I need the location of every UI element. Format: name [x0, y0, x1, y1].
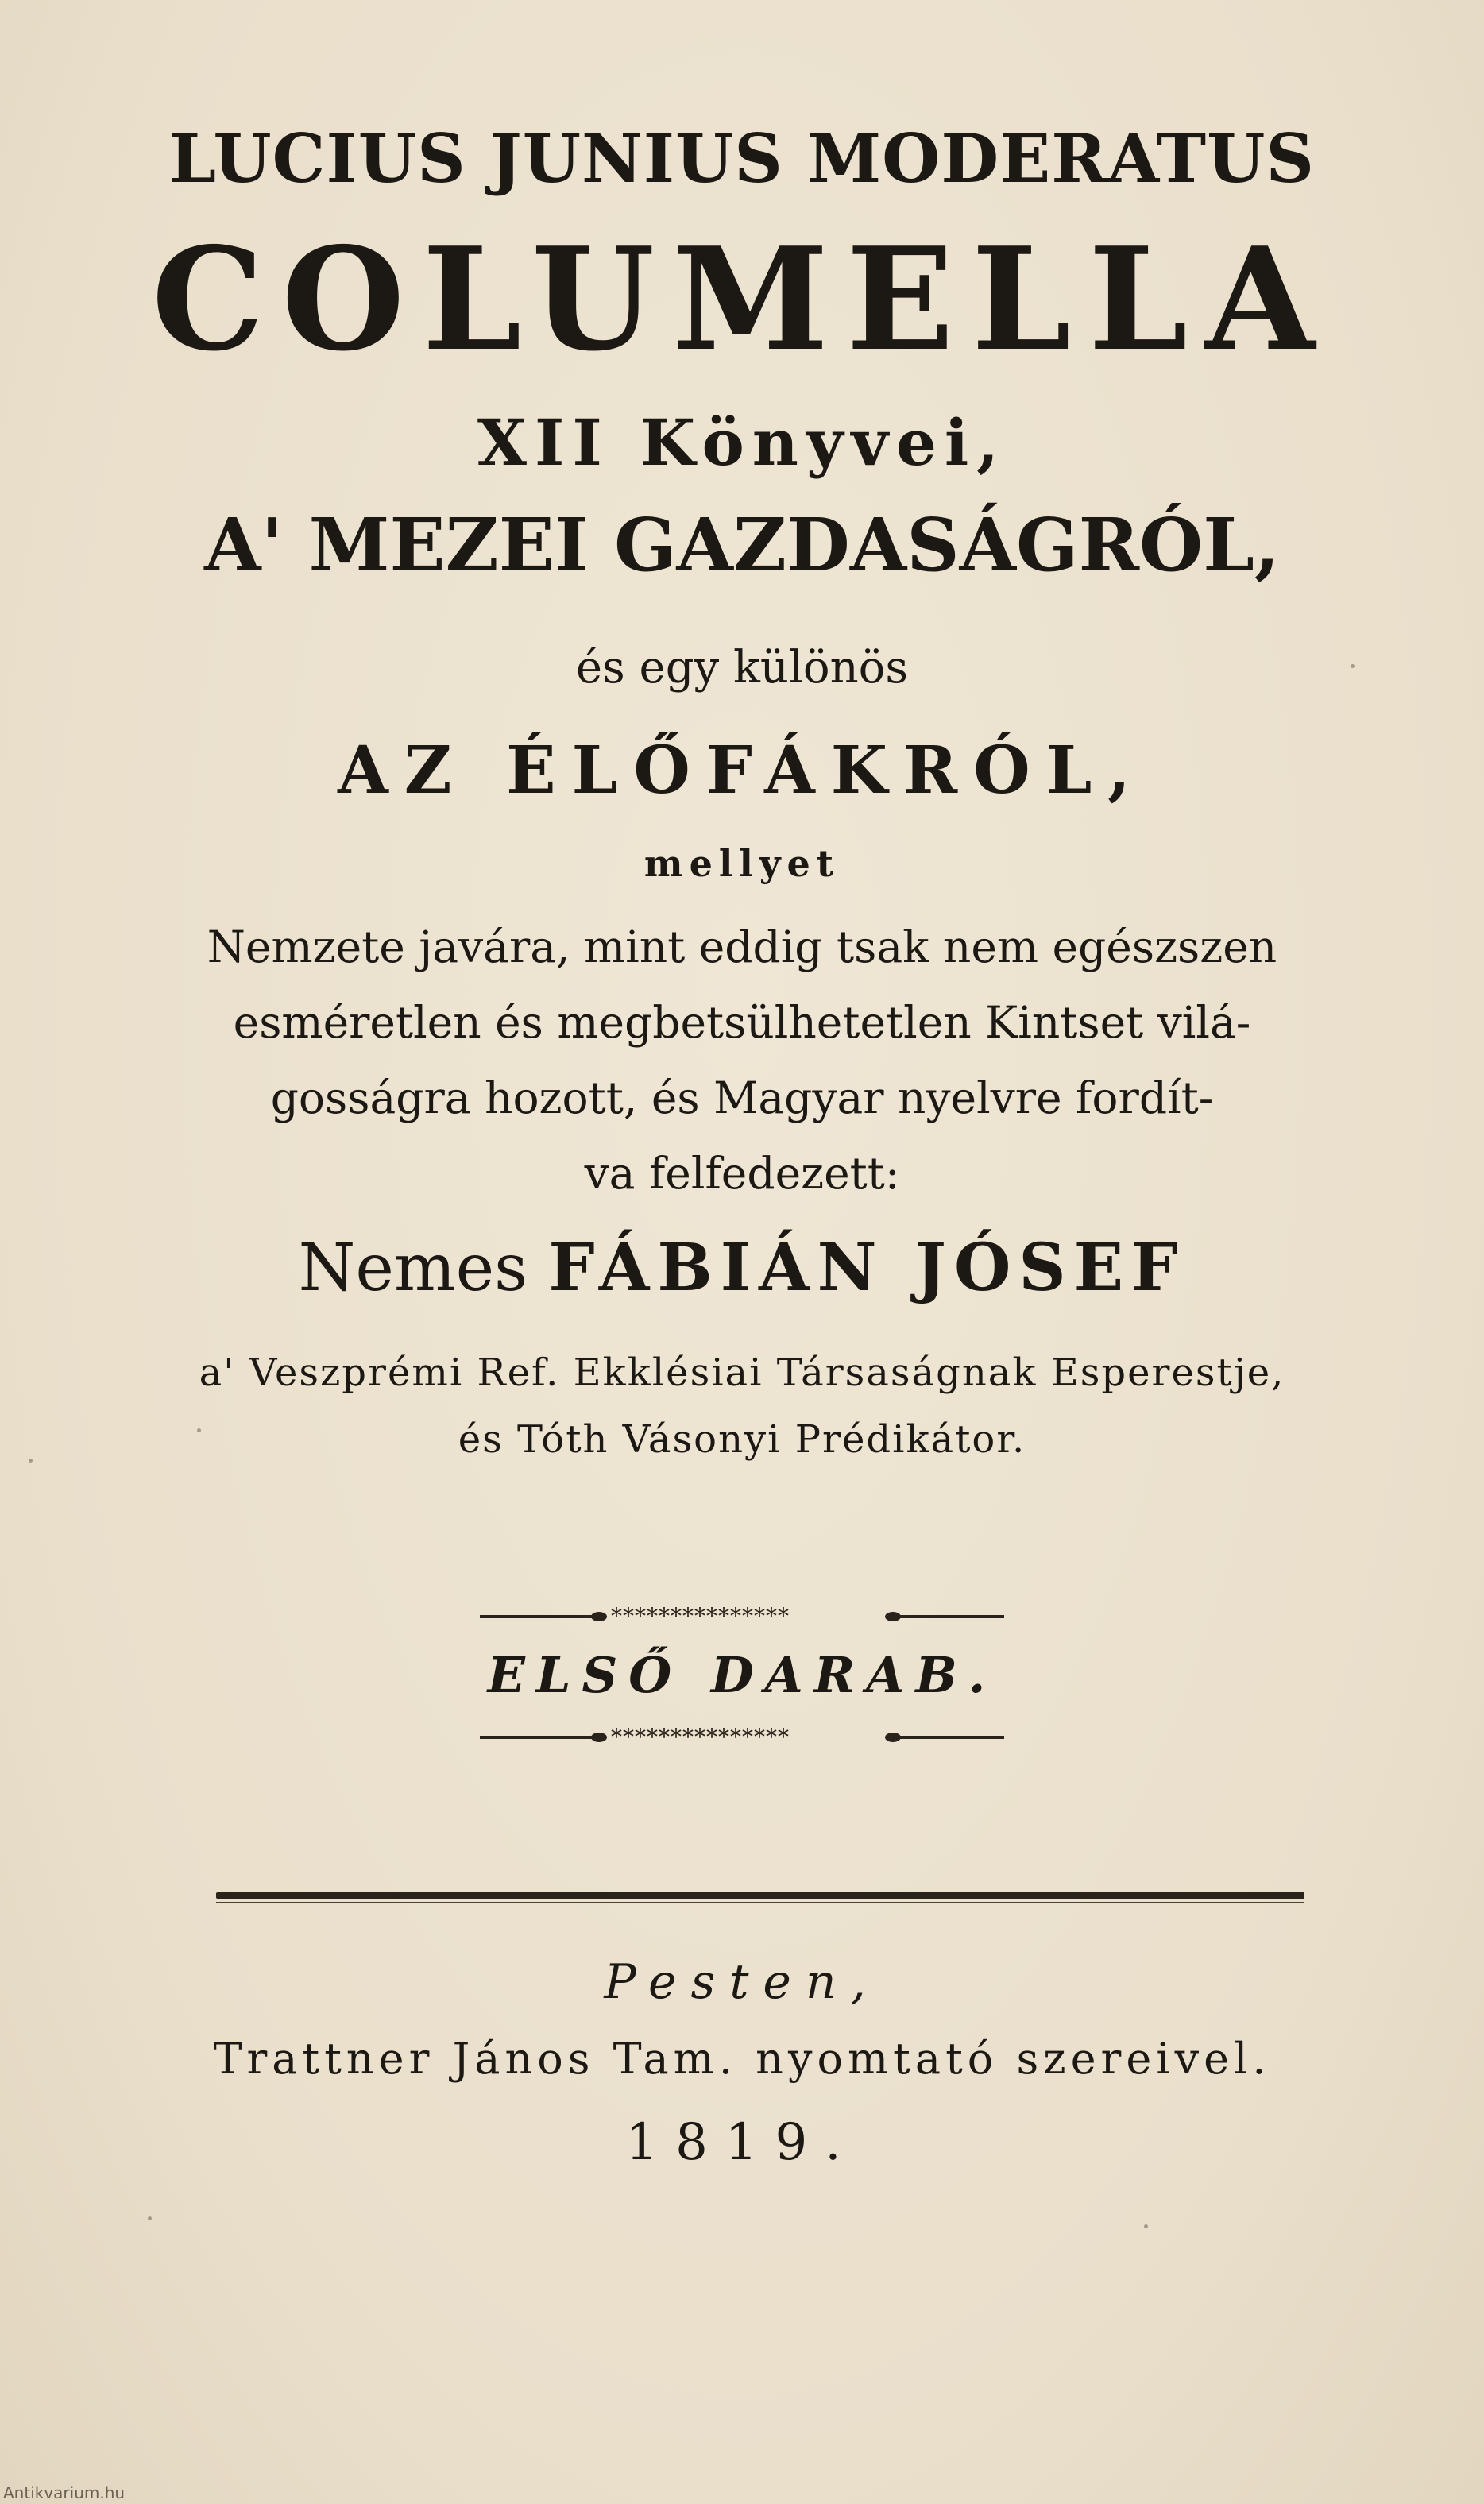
paper-speck: [197, 1428, 201, 1432]
svg-text:***************: ***************: [611, 1605, 790, 1629]
translator-name: FÁBIÁN JÓSEF: [548, 1230, 1186, 1306]
paper-speck: [29, 1459, 33, 1463]
body-line-3: gosságra hozott, és Magyar nyelvre fordít-: [270, 1072, 1214, 1123]
ornament-bottom: [480, 1725, 1004, 1749]
books-line: XII Könyvei,: [477, 405, 1007, 480]
watermark: Antikvarium.hu: [3, 2483, 126, 2502]
paper-speck: [148, 2216, 152, 2220]
paper-speck: [1144, 2224, 1148, 2228]
ornament-top: [480, 1605, 1004, 1629]
special-line: és egy különös: [575, 642, 909, 694]
paper-speck: [1351, 664, 1355, 668]
trees-line: AZ ÉLŐFÁKRÓL,: [338, 732, 1146, 809]
translator-prefix: Nemes: [298, 1231, 528, 1306]
horizontal-rule: [216, 1892, 1304, 1899]
imprint-printer: Trattner János Tam. nyomtató szereivel.: [213, 2034, 1271, 2084]
horizontal-rule-thin: [216, 1902, 1304, 1903]
imprint-year: 1819.: [625, 2113, 859, 2172]
subject-line: A' MEZEI GAZDASÁGRÓL,: [204, 502, 1280, 588]
author-name: COLUMELLA: [151, 216, 1333, 382]
role-line-1: a' Veszprémi Ref. Ekklésiai Társaságnak Esperestje,: [199, 1351, 1285, 1395]
svg-text:***************: ***************: [611, 1725, 790, 1749]
part-label: ELSŐ DARAB.: [487, 1646, 997, 1704]
body-line-4: va felfedezett:: [584, 1148, 900, 1199]
which-line: mellyet: [643, 842, 841, 885]
author-line: LUCIUS JUNIUS MODERATUS: [168, 119, 1316, 198]
imprint-place: Pesten,: [604, 1954, 880, 2010]
body-line-1: Nemzete javára, mint eddig tsak nem egészszen: [207, 922, 1277, 972]
role-line-2: és Tóth Vásonyi Prédikátor.: [458, 1417, 1026, 1462]
translator-line: [0, 1230, 1484, 1306]
body-line-2: esméretlen és megbetsülhetetlen Kintset vilá-: [233, 997, 1251, 1048]
